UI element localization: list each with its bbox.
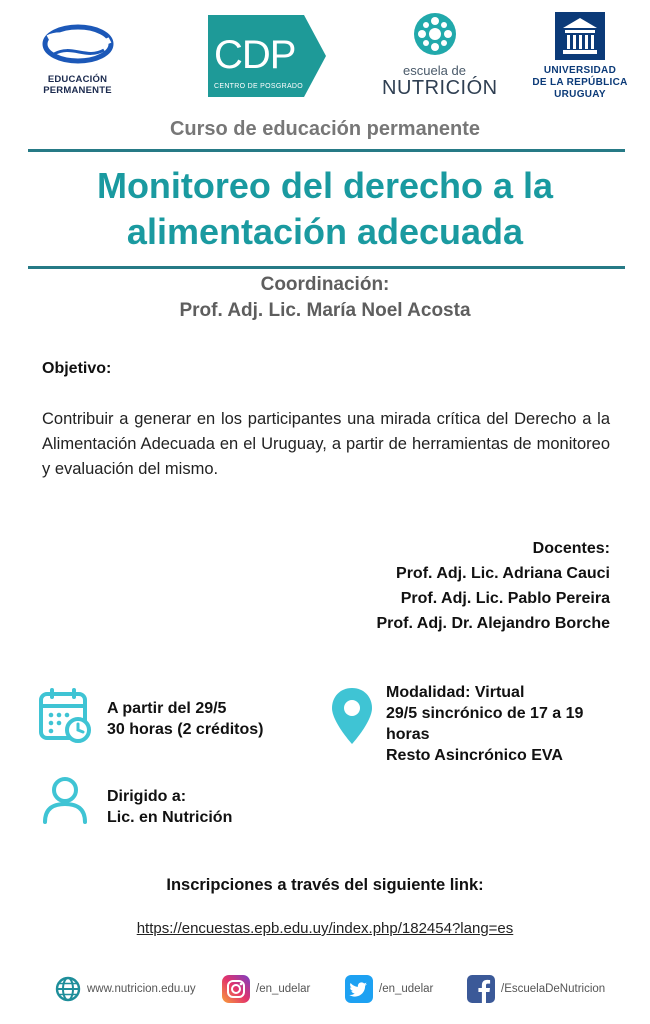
footer-website[interactable] bbox=[55, 975, 196, 1003]
teacher-name: Prof. Adj. Lic. Adriana Cauci bbox=[396, 565, 610, 582]
modality-info bbox=[386, 682, 626, 766]
educacion-permanente-label: EDUCACIÓN PERMANENTE bbox=[43, 74, 112, 96]
footer-twitter-label: /en_udelar bbox=[379, 983, 434, 995]
udelar-logo bbox=[530, 12, 630, 104]
schedule-start: A partir del 29/5 bbox=[107, 700, 227, 717]
udelar-line2: DE LA REPÚBLICA bbox=[532, 77, 628, 88]
footer-instagram-label: /en_udelar bbox=[256, 983, 311, 995]
location-pin-icon bbox=[330, 686, 374, 746]
cdp-subtitle: CENTRO DE POSGRADO bbox=[214, 83, 304, 90]
escuela-nutricion-logo bbox=[382, 12, 498, 102]
educacion-permanente-emblem-icon bbox=[38, 20, 118, 68]
educacion-permanente-logo bbox=[15, 20, 140, 100]
user-icon bbox=[42, 776, 88, 824]
course-title-line1: Monitoreo del derecho a la bbox=[96, 165, 554, 206]
teachers-block bbox=[376, 536, 610, 636]
audience-info bbox=[107, 786, 232, 828]
course-title-line2: alimentación adecuada bbox=[126, 211, 524, 252]
footer-facebook[interactable] bbox=[467, 975, 605, 1003]
teachers-label: Docentes: bbox=[532, 540, 610, 557]
footer bbox=[0, 975, 650, 1005]
coordination-label: Coordinación: bbox=[260, 274, 390, 295]
nutricion-label: NUTRICIÓN bbox=[382, 77, 498, 99]
globe-icon bbox=[55, 976, 81, 1002]
coordination-name: Prof. Adj. Lic. María Noel Acosta bbox=[179, 300, 471, 321]
modality-line3: horas bbox=[386, 726, 430, 743]
coordination-block bbox=[0, 272, 650, 324]
logo-row bbox=[0, 12, 650, 112]
modality-line2: 29/5 sincrónico de 17 a 19 bbox=[386, 705, 584, 722]
course-type-heading: Curso de educación permanente bbox=[169, 118, 481, 140]
schedule-hours: 30 horas (2 créditos) bbox=[107, 721, 264, 738]
footer-twitter[interactable] bbox=[345, 975, 433, 1003]
registration-link[interactable]: https://encuestas.epb.edu.uy/index.php/182454?lang=es bbox=[136, 920, 514, 937]
cdp-mark: CDP bbox=[214, 33, 296, 77]
calendar-clock-icon bbox=[38, 686, 94, 744]
audience-value: Lic. en Nutrición bbox=[107, 809, 233, 826]
course-title bbox=[20, 163, 630, 255]
objective-label: Objetivo: bbox=[42, 360, 112, 377]
modality-line4: Resto Asincrónico EVA bbox=[386, 747, 563, 764]
audience-label: Dirigido a: bbox=[107, 788, 187, 805]
facebook-icon bbox=[467, 975, 495, 1003]
udelar-line1: UNIVERSIDAD bbox=[543, 65, 617, 76]
teacher-name: Prof. Adj. Dr. Alejandro Borche bbox=[376, 615, 610, 632]
cdp-logo bbox=[208, 15, 326, 97]
schedule-info bbox=[107, 698, 264, 740]
footer-facebook-label: /EscuelaDeNutricion bbox=[501, 983, 606, 995]
footer-instagram[interactable] bbox=[222, 975, 310, 1003]
instagram-icon bbox=[222, 975, 250, 1003]
bottom-divider bbox=[28, 266, 625, 269]
modality-line1: Modalidad: Virtual bbox=[386, 684, 525, 701]
teacher-name: Prof. Adj. Lic. Pablo Pereira bbox=[400, 590, 610, 607]
registration-text: Inscripciones a través del siguiente link: bbox=[166, 876, 484, 894]
escuela-nutricion-emblem-icon bbox=[413, 12, 457, 56]
top-divider bbox=[28, 149, 625, 152]
udelar-building-icon bbox=[555, 12, 605, 60]
objective-text: Contribuir a generar en los participantes una mirada crítica del Derecho a la Alimentación Adecuada en el Uruguay, a partir de herramientas de monitoreo y evaluación del mismo. bbox=[42, 410, 610, 478]
escuela-label: escuela de bbox=[403, 63, 466, 78]
twitter-icon bbox=[345, 975, 373, 1003]
footer-website-label: www.nutricion.edu.uy bbox=[87, 983, 196, 995]
udelar-line3: URUGUAY bbox=[554, 89, 606, 100]
